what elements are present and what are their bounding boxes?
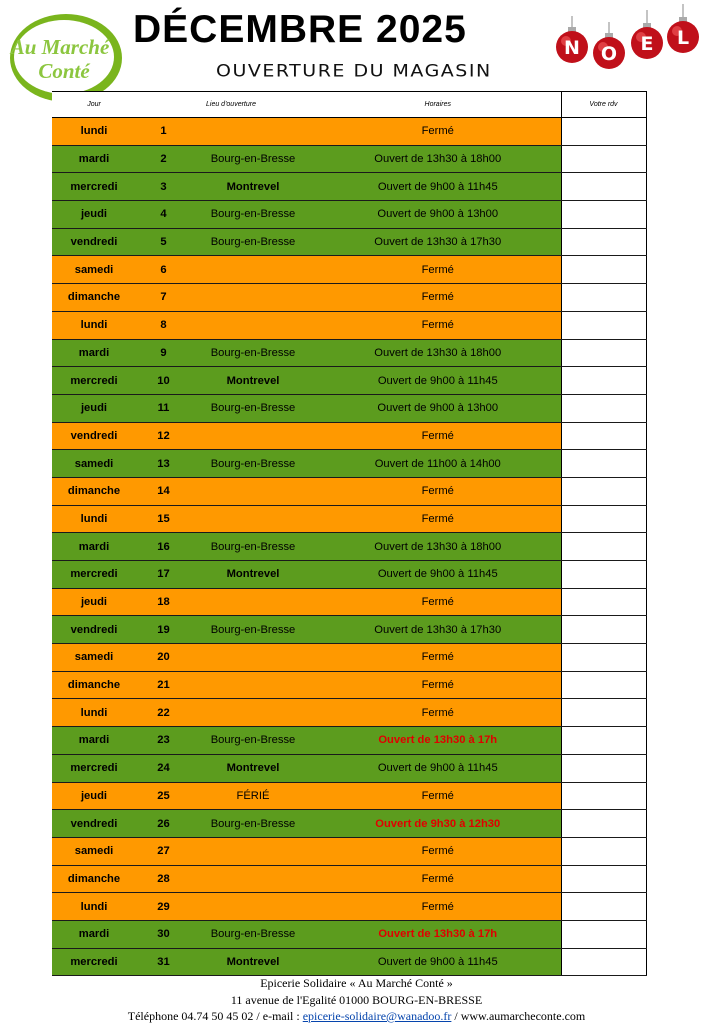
day-name: lundi (52, 699, 136, 727)
day-name: mercredi (52, 367, 136, 395)
location: Bourg-en-Bresse (191, 201, 315, 229)
day-name: mercredi (52, 948, 136, 976)
day-name: vendredi (52, 422, 136, 450)
location: Bourg-en-Bresse (191, 228, 315, 256)
table-row (52, 533, 646, 561)
hours: Fermé (315, 422, 561, 450)
hours: Ouvert de 9h00 à 13h00 (315, 201, 561, 229)
location: Bourg-en-Bresse (191, 394, 315, 422)
table-row (52, 810, 646, 838)
day-name: lundi (52, 118, 136, 146)
rdv-cell[interactable] (561, 754, 646, 782)
rdv-cell[interactable] (561, 865, 646, 893)
hours: Ouvert de 13h30 à 17h (315, 920, 561, 948)
rdv-cell[interactable] (561, 118, 646, 146)
day-name: jeudi (52, 588, 136, 616)
day-name: dimanche (52, 865, 136, 893)
table-row (52, 339, 646, 367)
hours: Ouvert de 9h00 à 11h45 (315, 561, 561, 589)
day-name: mercredi (52, 754, 136, 782)
rdv-cell[interactable] (561, 810, 646, 838)
day-number: 10 (136, 367, 191, 395)
footer-line1: Epicerie Solidaire « Au Marché Conté » (260, 976, 453, 990)
day-number: 12 (136, 422, 191, 450)
day-number: 20 (136, 644, 191, 672)
rdv-cell[interactable] (561, 145, 646, 173)
header-horaires: Horaires (315, 92, 561, 118)
day-name: dimanche (52, 671, 136, 699)
rdv-cell[interactable] (561, 727, 646, 755)
table-row (52, 754, 646, 782)
location (191, 671, 315, 699)
hours: Fermé (315, 311, 561, 339)
hours: Ouvert de 11h00 à 14h00 (315, 450, 561, 478)
table-row (52, 588, 646, 616)
rdv-cell[interactable] (561, 173, 646, 201)
table-row (52, 228, 646, 256)
location: Montrevel (191, 173, 315, 201)
day-name: lundi (52, 505, 136, 533)
hours: Ouvert de 9h00 à 11h45 (315, 754, 561, 782)
location (191, 422, 315, 450)
table-row (52, 284, 646, 312)
day-number: 16 (136, 533, 191, 561)
table-row (52, 422, 646, 450)
day-name: samedi (52, 256, 136, 284)
day-name: mardi (52, 920, 136, 948)
rdv-cell[interactable] (561, 616, 646, 644)
footer-email-link[interactable]: epicerie-solidaire@wanadoo.fr (302, 1009, 452, 1023)
day-name: samedi (52, 837, 136, 865)
rdv-cell[interactable] (561, 201, 646, 229)
table-row (52, 201, 646, 229)
hours: Fermé (315, 699, 561, 727)
day-number: 28 (136, 865, 191, 893)
hours: Ouvert de 13h30 à 18h00 (315, 339, 561, 367)
hours: Fermé (315, 644, 561, 672)
day-name: vendredi (52, 810, 136, 838)
day-number: 1 (136, 118, 191, 146)
location: Bourg-en-Bresse (191, 920, 315, 948)
location (191, 118, 315, 146)
day-name: jeudi (52, 394, 136, 422)
location: FÉRIÉ (191, 782, 315, 810)
rdv-cell[interactable] (561, 256, 646, 284)
table-row (52, 920, 646, 948)
rdv-cell[interactable] (561, 505, 646, 533)
page-subtitle: OUVERTURE DU MAGASIN (216, 61, 492, 81)
ornament-l-icon (667, 4, 699, 53)
rdv-cell[interactable] (561, 644, 646, 672)
table-row (52, 173, 646, 201)
day-name: mardi (52, 727, 136, 755)
day-number: 29 (136, 893, 191, 921)
day-name: jeudi (52, 782, 136, 810)
day-number: 31 (136, 948, 191, 976)
location: Montrevel (191, 367, 315, 395)
location (191, 311, 315, 339)
noel-letter: L (676, 27, 690, 49)
day-number: 23 (136, 727, 191, 755)
day-number: 21 (136, 671, 191, 699)
rdv-cell[interactable] (561, 477, 646, 505)
rdv-cell[interactable] (561, 588, 646, 616)
day-number: 30 (136, 920, 191, 948)
location: Bourg-en-Bresse (191, 616, 315, 644)
hours: Ouvert de 13h30 à 17h30 (315, 616, 561, 644)
table-row (52, 367, 646, 395)
footer-line2: 11 avenue de l'Egalité 01000 BOURG-EN-BRESSE (230, 993, 483, 1007)
table-row (52, 644, 646, 672)
location: Bourg-en-Bresse (191, 727, 315, 755)
header-jour: Jour (52, 92, 136, 118)
day-name: dimanche (52, 477, 136, 505)
table-row (52, 948, 646, 976)
hours: Fermé (315, 588, 561, 616)
rdv-cell[interactable] (561, 837, 646, 865)
table-row (52, 616, 646, 644)
hours: Ouvert de 13h30 à 18h00 (315, 145, 561, 173)
rdv-cell[interactable] (561, 699, 646, 727)
hours: Ouvert de 13h30 à 17h (315, 727, 561, 755)
day-number: 24 (136, 754, 191, 782)
ornament-e-icon (631, 10, 663, 59)
day-name: samedi (52, 450, 136, 478)
rdv-cell[interactable] (561, 561, 646, 589)
ornament-n-icon (556, 16, 588, 63)
rdv-cell[interactable] (561, 422, 646, 450)
day-name: mardi (52, 339, 136, 367)
header-empty (136, 92, 191, 118)
location: Bourg-en-Bresse (191, 450, 315, 478)
footer-web: / www.aumarcheconte.com (451, 1009, 586, 1023)
hours: Fermé (315, 865, 561, 893)
day-number: 13 (136, 450, 191, 478)
location: Bourg-en-Bresse (191, 810, 315, 838)
day-name: mercredi (52, 173, 136, 201)
day-number: 27 (136, 837, 191, 865)
day-number: 18 (136, 588, 191, 616)
location: Bourg-en-Bresse (191, 533, 315, 561)
hours: Fermé (315, 256, 561, 284)
footer-phone: Téléphone 04.74 50 45 02 / e-mail : (127, 1009, 303, 1023)
rdv-cell[interactable] (561, 782, 646, 810)
table-row (52, 699, 646, 727)
day-number: 11 (136, 394, 191, 422)
day-number: 15 (136, 505, 191, 533)
hours: Ouvert de 9h00 à 13h00 (315, 394, 561, 422)
day-number: 4 (136, 201, 191, 229)
location: Montrevel (191, 561, 315, 589)
table-row (52, 837, 646, 865)
location (191, 477, 315, 505)
noel-letter: O (600, 43, 618, 65)
opening-hours-table (52, 91, 647, 976)
location (191, 865, 315, 893)
day-name: mardi (52, 533, 136, 561)
hours: Fermé (315, 671, 561, 699)
day-number: 19 (136, 616, 191, 644)
hours: Fermé (315, 782, 561, 810)
day-number: 26 (136, 810, 191, 838)
table-row (52, 256, 646, 284)
day-number: 5 (136, 228, 191, 256)
table-row (52, 145, 646, 173)
page-title: DÉCEMBRE 2025 (133, 8, 467, 51)
day-name: lundi (52, 311, 136, 339)
day-number: 8 (136, 311, 191, 339)
location (191, 284, 315, 312)
day-number: 14 (136, 477, 191, 505)
logo-line1: Au Marché (10, 35, 110, 59)
rdv-cell[interactable] (561, 339, 646, 367)
table-row (52, 118, 646, 146)
rdv-cell[interactable] (561, 893, 646, 921)
day-name: vendredi (52, 616, 136, 644)
table-row (52, 782, 646, 810)
header-lieu: Lieu d'ouverture (191, 92, 315, 118)
location (191, 893, 315, 921)
rdv-cell[interactable] (561, 394, 646, 422)
day-name: mardi (52, 145, 136, 173)
rdv-cell[interactable] (561, 671, 646, 699)
table-row (52, 477, 646, 505)
rdv-cell[interactable] (561, 948, 646, 976)
table-header-row (52, 92, 646, 118)
footer-contact (0, 1009, 713, 1024)
location: Montrevel (191, 948, 315, 976)
hours: Ouvert de 9h00 à 11h45 (315, 367, 561, 395)
location (191, 505, 315, 533)
location: Montrevel (191, 754, 315, 782)
day-name: vendredi (52, 228, 136, 256)
header-rdv: Votre rdv (561, 92, 646, 118)
location (191, 837, 315, 865)
hours: Fermé (315, 837, 561, 865)
table-row (52, 311, 646, 339)
hours: Ouvert de 9h00 à 11h45 (315, 173, 561, 201)
rdv-cell[interactable] (561, 533, 646, 561)
day-name: samedi (52, 644, 136, 672)
day-name: lundi (52, 893, 136, 921)
day-name: mercredi (52, 561, 136, 589)
day-number: 7 (136, 284, 191, 312)
hours: Ouvert de 13h30 à 18h00 (315, 533, 561, 561)
location: Bourg-en-Bresse (191, 145, 315, 173)
day-number: 3 (136, 173, 191, 201)
day-number: 6 (136, 256, 191, 284)
rdv-cell[interactable] (561, 367, 646, 395)
table-row (52, 671, 646, 699)
day-name: dimanche (52, 284, 136, 312)
day-name: jeudi (52, 201, 136, 229)
rdv-cell[interactable] (561, 228, 646, 256)
location (191, 256, 315, 284)
day-number: 9 (136, 339, 191, 367)
rdv-cell[interactable] (561, 450, 646, 478)
table-row (52, 561, 646, 589)
location (191, 699, 315, 727)
hours: Fermé (315, 893, 561, 921)
day-number: 25 (136, 782, 191, 810)
noel-ornaments (552, 0, 707, 78)
logo-line2: Conté (38, 59, 90, 83)
rdv-cell[interactable] (561, 311, 646, 339)
hours: Ouvert de 9h30 à 12h30 (315, 810, 561, 838)
table-row (52, 505, 646, 533)
hours: Fermé (315, 118, 561, 146)
hours: Ouvert de 13h30 à 17h30 (315, 228, 561, 256)
noel-letter: E (640, 33, 654, 55)
location (191, 588, 315, 616)
hours: Fermé (315, 505, 561, 533)
table-row (52, 727, 646, 755)
table-row (52, 865, 646, 893)
table-row (52, 893, 646, 921)
location (191, 644, 315, 672)
rdv-cell[interactable] (561, 284, 646, 312)
day-number: 17 (136, 561, 191, 589)
location: Bourg-en-Bresse (191, 339, 315, 367)
ornament-o-icon (593, 22, 625, 69)
day-number: 22 (136, 699, 191, 727)
hours: Ouvert de 9h00 à 11h45 (315, 948, 561, 976)
hours: Fermé (315, 477, 561, 505)
table-row (52, 450, 646, 478)
noel-letter: N (564, 37, 580, 59)
day-number: 2 (136, 145, 191, 173)
rdv-cell[interactable] (561, 920, 646, 948)
table-row (52, 394, 646, 422)
hours: Fermé (315, 284, 561, 312)
